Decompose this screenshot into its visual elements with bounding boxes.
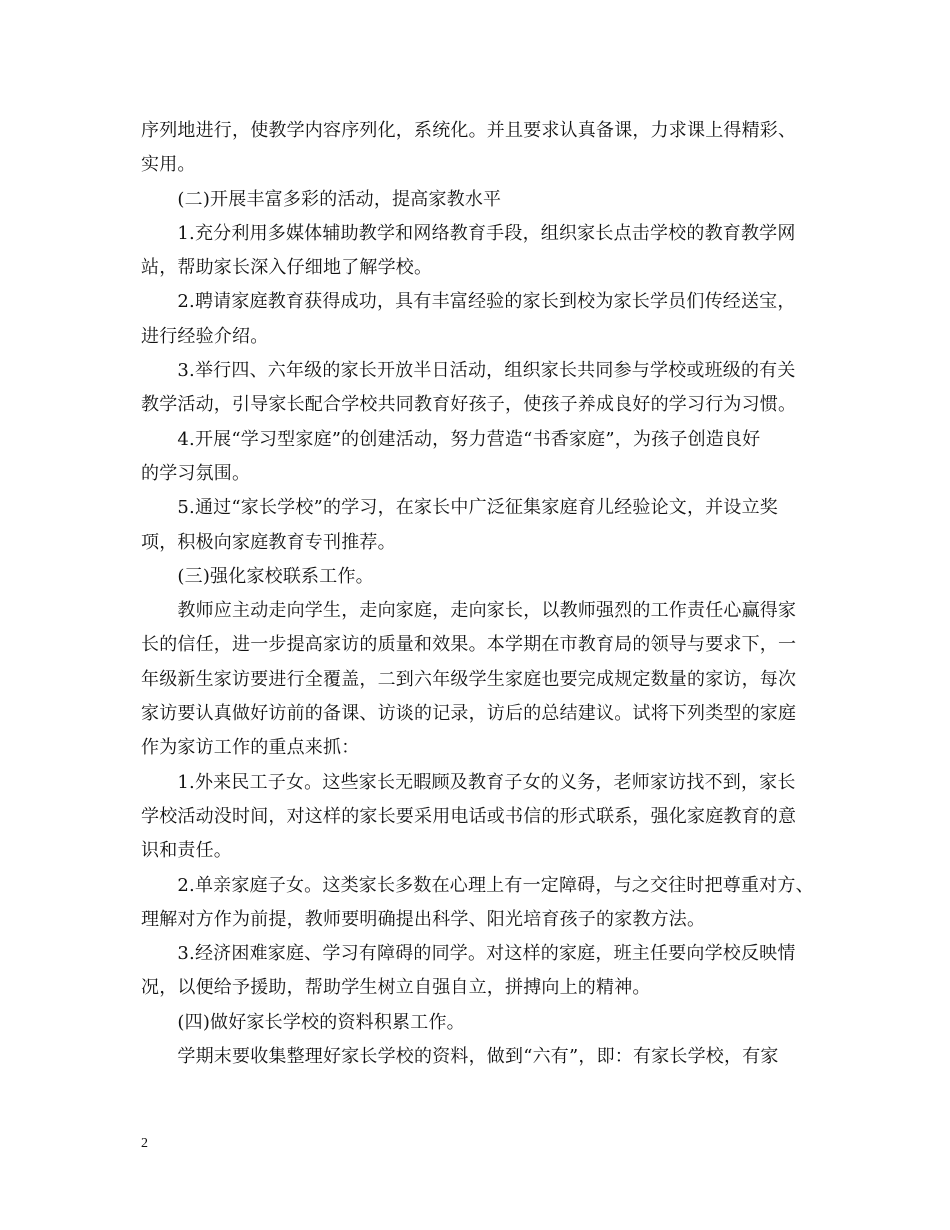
list-item-economic-difficulty: 3.经济困难家庭、学习有障碍的同学。对这样的家庭，班主任要向学校反映情 况，以便给予援助，帮助学生树立自强自立，拼搏向上的精神。	[141, 943, 796, 999]
list-item-multimedia: 1.充分利用多媒体辅助教学和网络教育手段，组织家长点击学校的教育教学网 站，帮助家长深入仔细地了解学校。	[141, 222, 796, 279]
heading-section-2: (二)开展丰富多彩的活动，提高家教水平	[141, 188, 502, 210]
list-item-migrant-children: 1.外来民工子女。这些家长无暇顾及教育子女的义务，老师家访找不到，家长 学校活动没时间，对这样的家长要采用电话或书信的形式联系，强化家庭教育的意 识和责任。	[141, 771, 797, 862]
paragraph-records: 学期末要收集整理好家长学校的资料，做到“六有”，即：有家长学校，有家	[141, 1046, 779, 1068]
paragraph-sequence-continuation: 序列地进行，使教学内容序列化，系统化。并且要求认真备课，力求课上得精彩、 实用。	[141, 120, 797, 176]
list-item-open-day: 3.举行四、六年级的家长开放半日活动，组织家长共同参与学校或班级的有关 教学活动，引导家长配合学校共同教育好孩子，使孩子养成良好的学习行为习惯。	[141, 360, 797, 416]
list-item-invite-parents: 2.聘请家庭教育获得成功，具有丰富经验的家长到校为家长学员们传经送宝， 进行经验介绍。	[141, 291, 796, 347]
page-number: 2	[141, 1136, 148, 1151]
heading-section-3: (三)强化家校联系工作。	[141, 565, 374, 587]
document-body	[141, 114, 821, 1074]
heading-section-4: (四)做好家长学校的资料积累工作。	[141, 1011, 465, 1033]
paragraph-home-visits: 教师应主动走向学生，走向家庭，走向家长，以教师强烈的工作责任心赢得家 长的信任，进一步提高家访的质量和效果。本学期在市教育局的领导与要求下，一 年级新生家访要进行全覆盖，二到六年级学生家庭也要完成规定数量的家访，每次 家访要认真做好访前的备课、访谈的记录，访后的总结建议。试将下列类型的家庭 作为家访工作的重点来抓：	[141, 600, 797, 759]
list-item-single-parent: 2.单亲家庭子女。这类家长多数在心理上有一定障碍，与之交往时把尊重对方、 理解对方作为前提，教师要明确提出科学、阳光培育孩子的家教方法。	[141, 874, 814, 930]
list-item-paper-collection: 5.通过“家长学校”的学习，在家长中广泛征集家庭育儿经验论文，并设立奖 项，积极向家庭教育专刊推荐。	[141, 497, 778, 553]
list-item-learning-family: 4.开展“学习型家庭”的创建活动，努力营造“书香家庭”，为孩子创造良好 的学习氛围。	[141, 428, 761, 484]
